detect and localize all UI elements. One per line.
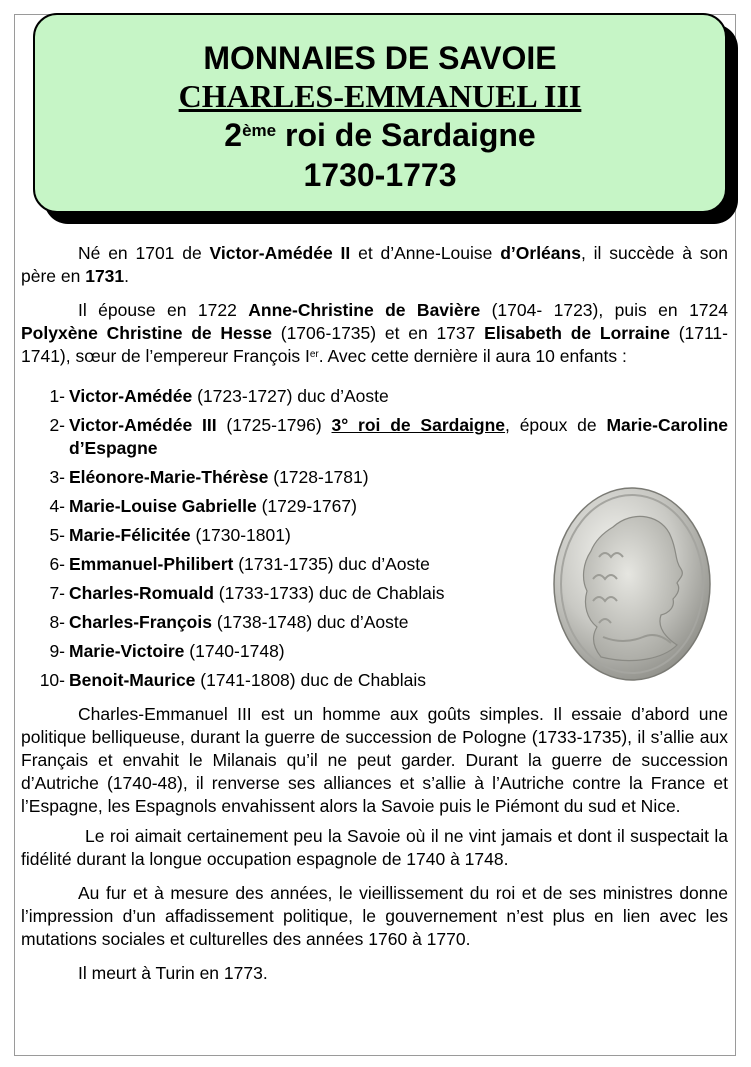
body-paragraph-1: Charles-Emmanuel III est un homme aux goûts simples. Il essaie d’abord une politique belliqueuse, durant la guerre de succession de Pologne (1733-1735), il s’allie aux Français et envahit le Milanais qu’il ne peut garder. Durant la guerre de succession d’Autriche (1740-48), il renverse ses alliances et s’allie à l’Autriche contre la France et l’Espagne, les Espagnols envahissent alors la Savoie puis le Piémont du sud et Nice. (21, 704, 728, 816)
list-item: 10- Benoit-Maurice (1741-1808) duc de Chablais (39, 670, 426, 690)
intro-paragraph-2: Il épouse en 1722 Anne-Christine de Bavière (1704- 1723), puis en 1724 Polyxène Christine de Hesse (1706-1735) et en 1737 Elisabeth de Lorraine (1711-1741), sœur de l’empereur François Ier. Avec cette dernière il aura 10 enfants : (21, 300, 728, 366)
title-line-3: 2ème roi de Sardaigne (224, 117, 536, 153)
list-item: 9- Marie-Victoire (1740-1748) (49, 641, 285, 661)
title-box (33, 13, 727, 213)
list-item: 4- Marie-Louise Gabrielle (1729-1767) (49, 496, 357, 516)
list-item: 2- Victor-Amédée III (1725-1796) 3° roi de Sardaigne, époux de Marie-Caroline d’Espagne (49, 415, 728, 458)
list-item: 6- Emmanuel-Philibert (1731-1735) duc d’Aoste (49, 554, 430, 574)
list-item: 8- Charles-François (1738-1748) duc d’Aoste (49, 612, 409, 632)
intro-paragraph-1: Né en 1701 de Victor-Amédée II et d’Anne-Louise d’Orléans, il succède à son père en 1731. (21, 243, 729, 286)
list-item: 5- Marie-Félicitée (1730-1801) (49, 525, 291, 545)
body-paragraph-4: Il meurt à Turin en 1773. (78, 963, 268, 983)
title-line-1: MONNAIES DE SAVOIE (203, 40, 557, 76)
list-item: 7- Charles-Romuald (1733-1733) duc de Chablais (49, 583, 445, 603)
body-paragraph-3: Au fur et à mesure des années, le vieillissement du roi et de ses ministres donne l’impression d’un affadissement politique, le gouvernement n’est plus en lien avec les mutations sociales et culturelles des années 1760 à 1770. (21, 883, 728, 949)
title-king-name: CHARLES-EMMANUEL III (178, 78, 582, 114)
list-item: 1- Victor-Amédée (1723-1727) duc d’Aoste (49, 386, 389, 406)
body-paragraph-2: Le roi aimait certainement peu la Savoie où il ne vint jamais et dont il suspectait la fidélité durant la longue occupation espagnole de 1740 à 1748. (21, 826, 728, 869)
coin-portrait-image (553, 487, 711, 681)
title-dates: 1730-1773 (303, 157, 457, 193)
list-item: 3- Eléonore-Marie-Thérèse (1728-1781) (49, 467, 369, 487)
